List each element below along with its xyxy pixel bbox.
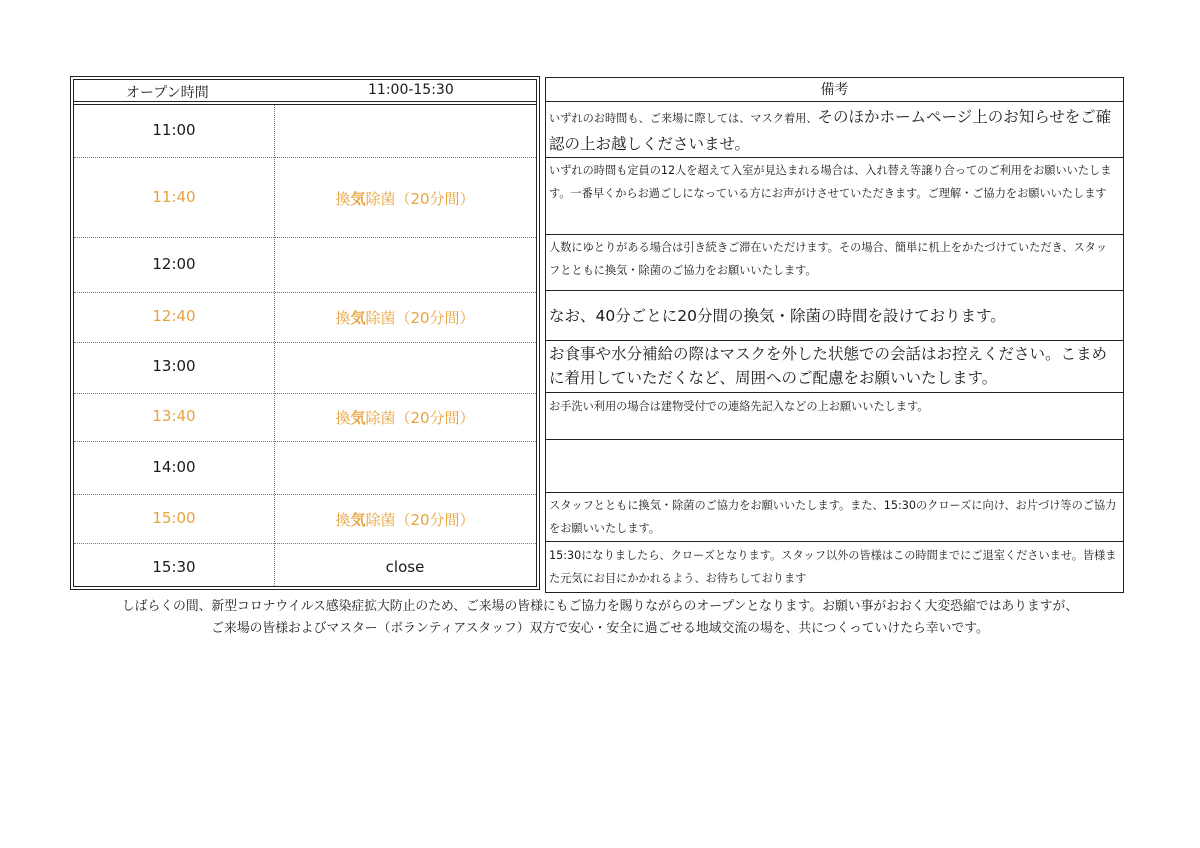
footer-note [40, 596, 1160, 640]
vent-char: 換 [335, 409, 351, 427]
row-time: 13:00 [152, 357, 196, 375]
row-note [274, 188, 536, 209]
schedule-row [74, 343, 536, 394]
row-time: 14:00 [152, 458, 196, 476]
row-time: 15:00 [152, 509, 196, 527]
remark-row [546, 341, 1123, 393]
remark-row [546, 291, 1123, 341]
open-hours-value: 11:00-15:30 [368, 82, 454, 98]
row-time: 13:40 [152, 407, 196, 425]
schedule-row [74, 238, 536, 293]
vent-emphasis: 気 [350, 511, 366, 529]
remark-row [546, 158, 1123, 235]
row-time: 11:00 [152, 121, 196, 139]
vent-char: 換 [335, 309, 351, 327]
schedule-table-inner [73, 79, 537, 587]
row-time: 15:30 [152, 558, 196, 576]
schedule-rows [74, 104, 536, 586]
remark-text: お手洗い利用の場合は建物受付での連絡先記入などの上お願いいたします。 [549, 400, 929, 413]
remark-text: 15:30になりましたら、クローズとなります。スタッフ以外の皆様はこの時間までにご退室くださいませ。皆様また元気にお目にかかれるよう、お待ちしております [549, 549, 1117, 585]
footer-line: ご来場の皆様およびマスター（ボランティアスタッフ）双方で安心・安全に過ごせる地域交流の場を、共につくっていけたら幸いです。 [211, 621, 989, 636]
remark-text: 人数にゆとりがある場合は引き続きご滞在いただけます。その場合、簡単に机上をかたづけていただき、スタッフとともに換気・除菌のご協力をお願いいたします。 [549, 241, 1108, 277]
remark-row [546, 102, 1123, 158]
vent-emphasis: 気 [350, 190, 366, 208]
remarks-header: 備考 [546, 78, 1123, 102]
row-time: 12:40 [152, 307, 196, 325]
vent-char: 換 [335, 511, 351, 529]
remark-text: いずれの時間も定員の12人を超えて入室が見込まれる場合は、入れ替え等譲り合ってのご利用をお願いいたします。一番早くからお過ごしになっている方にお声がけさせていただきます。ご理解・ご協力をお願いいたします [549, 164, 1112, 200]
schedule-row-vent [74, 293, 536, 343]
schedule-row-vent [74, 495, 536, 544]
remark-text: お食事や水分補給の際はマスクを外した状態での会話はお控えください。こまめに着用していただくなど、周囲へのご配慮をお願いいたします。 [549, 345, 1108, 387]
remark-text [549, 102, 1117, 157]
row-note [274, 407, 536, 428]
row-note-close: close [385, 558, 425, 576]
remark-text-large: そのほかホームページ上のお知らせをご確認の上お越しくださいませ。 [549, 108, 1112, 153]
schedule-row [74, 442, 536, 495]
remark-row [546, 393, 1123, 440]
schedule-row-vent [74, 394, 536, 442]
remark-text: スタッフとともに換気・除菌のご協力をお願いいたします。また、15:30のクローズに向け、お片づけ等のご協力をお願いいたします。 [549, 499, 1117, 535]
schedule-row-vent [74, 158, 536, 238]
remarks-table [545, 77, 1124, 593]
row-note [274, 509, 536, 530]
schedule-row [74, 544, 536, 589]
remark-row [546, 235, 1123, 291]
vent-text: 除菌（20分間） [365, 190, 475, 208]
footer-line: しばらくの間、新型コロナウイルス感染症拡大防止のため、ご来場の皆様にもご協力を賜りながらのオープンとなります。お願い事がおおく大変恐縮ではありますが、 [121, 599, 1079, 614]
vent-char: 換 [335, 190, 351, 208]
remark-row [546, 493, 1123, 542]
row-time: 12:00 [152, 255, 196, 273]
vent-text: 除菌（20分間） [365, 409, 475, 427]
vent-emphasis: 気 [350, 309, 366, 327]
schedule-table [70, 76, 540, 590]
row-note [274, 307, 536, 328]
remark-text: なお、40分ごとに20分間の換気・除菌の時間を設けております。 [549, 307, 1006, 325]
open-hours-label: オープン時間 [126, 85, 209, 101]
remark-text-small: いずれのお時間も、ご来場に際しては、マスク着用、 [549, 112, 818, 125]
schedule-header [74, 80, 536, 102]
vent-text: 除菌（20分間） [365, 309, 475, 327]
vent-text: 除菌（20分間） [365, 511, 475, 529]
row-time: 11:40 [152, 188, 196, 206]
remark-row-empty [546, 440, 1123, 493]
remark-row [546, 542, 1123, 592]
vent-emphasis: 気 [350, 409, 366, 427]
schedule-row [74, 105, 536, 158]
